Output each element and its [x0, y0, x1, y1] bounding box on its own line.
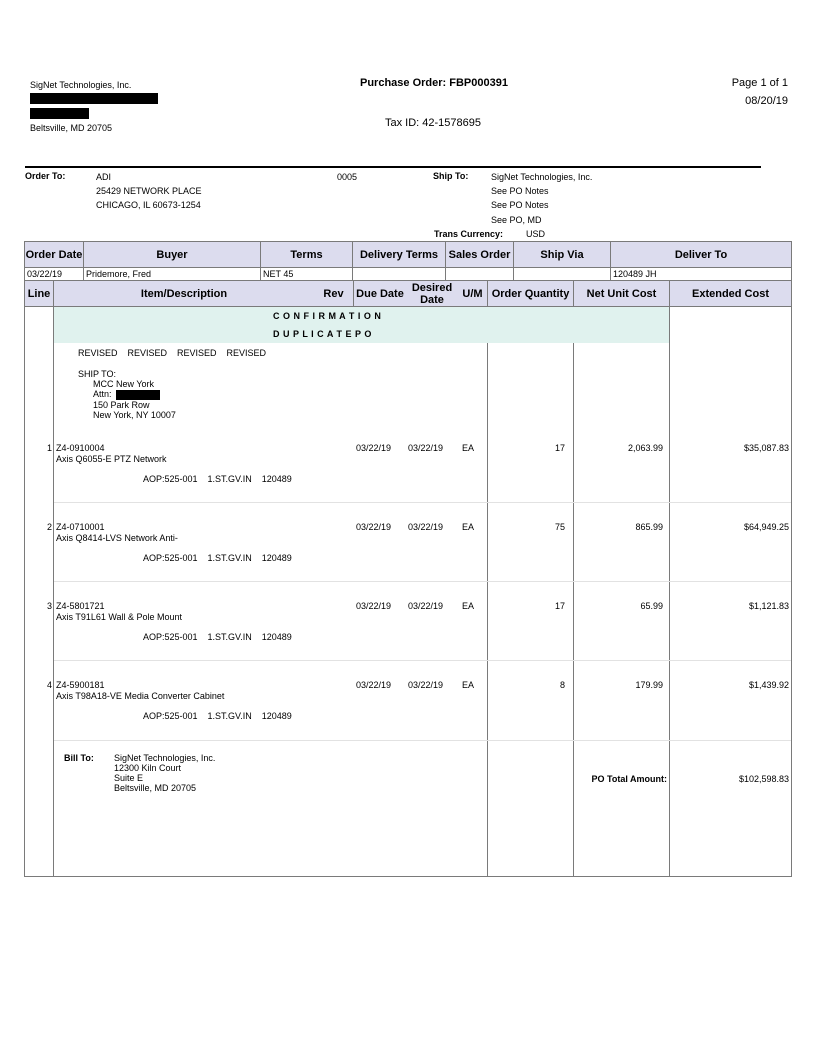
- ship-to-line: SigNet Technologies, Inc.: [491, 172, 593, 182]
- item-number: Z4-5801721: [56, 601, 105, 611]
- trans-currency-label: Trans Currency:: [434, 229, 504, 239]
- ship-to-line: See PO Notes: [491, 186, 549, 196]
- ship-to-line: See PO Notes: [491, 200, 549, 210]
- desired-date: 03/22/19: [408, 601, 444, 611]
- row-divider: [54, 581, 791, 582]
- unit-of-measure: EA: [462, 601, 475, 611]
- page-number: Page 1 of 1: [731, 77, 788, 89]
- row-divider: [54, 502, 791, 503]
- col-sales-order: Sales Order: [446, 242, 514, 267]
- redaction-bar: [30, 108, 89, 119]
- order-to-line: 25429 NETWORK PLACE: [96, 186, 202, 196]
- notes-ship-line: Attn:: [93, 389, 112, 399]
- col-ship-via: Ship Via: [514, 242, 611, 267]
- col-buyer: Buyer: [84, 242, 261, 267]
- terms-value: NET 45: [261, 268, 353, 280]
- net-unit-cost: 65.99: [640, 601, 663, 611]
- item-description: Axis T91L61 Wall & Pole Mount: [56, 612, 183, 622]
- vendor-code: 0005: [337, 172, 358, 182]
- bill-to-line: 12300 Kiln Court: [114, 763, 182, 773]
- due-date: 03/22/19: [356, 601, 392, 611]
- col-order-quantity: Order Quantity: [488, 281, 574, 306]
- trans-currency-value: USD: [526, 229, 546, 239]
- net-unit-cost: 2,063.99: [627, 443, 663, 453]
- column-rule: [573, 307, 574, 876]
- item-description: Axis Q8414-LVS Network Anti-: [56, 533, 178, 543]
- col-item-description: Item/Description: [54, 281, 314, 306]
- column-rule: [487, 307, 488, 876]
- col-order-date: Order Date: [25, 242, 84, 267]
- header-divider: [25, 166, 761, 168]
- col-um: U/M: [458, 281, 488, 306]
- company-city: Beltsville, MD 20705: [30, 123, 113, 133]
- line-items-table: [24, 281, 792, 877]
- extended-cost: $35,087.83: [743, 443, 789, 453]
- account-code: AOP:525-001 1.ST.GV.IN 120489: [143, 553, 292, 563]
- line-number: 1: [47, 443, 53, 453]
- ship-to-line: See PO, MD: [491, 215, 542, 225]
- item-description: Axis T98A18-VE Media Converter Cabinet: [56, 691, 225, 701]
- banner-duplicate-po: D U P L I C A T E P O: [273, 329, 372, 339]
- line-number: 3: [47, 601, 53, 611]
- account-code: AOP:525-001 1.ST.GV.IN 120489: [143, 632, 292, 642]
- item-number: Z4-5900181: [56, 680, 105, 690]
- col-line: Line: [25, 281, 54, 306]
- due-date: 03/22/19: [356, 443, 392, 453]
- bill-to-label: Bill To:: [64, 753, 94, 763]
- col-terms: Terms: [261, 242, 353, 267]
- item-number: Z4-0710001: [56, 522, 105, 532]
- delivery-terms-value: [353, 268, 446, 280]
- net-unit-cost: 865.99: [635, 522, 663, 532]
- col-extended-cost: Extended Cost: [670, 281, 791, 306]
- notes-ship-line: New York, NY 10007: [93, 410, 176, 420]
- col-rev: Rev: [314, 281, 354, 306]
- ship-via-value: [514, 268, 611, 280]
- order-quantity: 17: [554, 443, 565, 453]
- deliver-to-value: 120489 JH: [613, 269, 657, 279]
- due-date: 03/22/19: [356, 522, 392, 532]
- banner-confirmation: C O N F I R M A T I O N: [273, 311, 382, 321]
- col-delivery-terms: Delivery Terms: [353, 242, 446, 267]
- column-rule: [669, 307, 670, 876]
- unit-of-measure: EA: [462, 522, 475, 532]
- unit-of-measure: EA: [462, 680, 475, 690]
- order-quantity: 8: [559, 680, 565, 690]
- bill-to-line: SigNet Technologies, Inc.: [114, 753, 216, 763]
- order-to-label: Order To:: [25, 171, 66, 181]
- redaction-bar: [116, 390, 160, 400]
- extended-cost: $64,949.25: [743, 522, 789, 532]
- desired-date: 03/22/19: [408, 680, 444, 690]
- desired-date: 03/22/19: [408, 522, 444, 532]
- order-date-value: 03/22/19: [25, 268, 84, 280]
- item-description: Axis Q6055-E PTZ Network: [56, 454, 167, 464]
- company-name: SigNet Technologies, Inc.: [30, 80, 132, 90]
- notes-ship-label: SHIP TO:: [78, 369, 117, 379]
- extended-cost: $1,121.83: [748, 601, 789, 611]
- account-code: AOP:525-001 1.ST.GV.IN 120489: [143, 474, 292, 484]
- tax-id: Tax ID: 42-1578695: [385, 117, 482, 129]
- line-number: 4: [47, 680, 53, 690]
- desired-date: 03/22/19: [408, 443, 444, 453]
- notes-ship-line: MCC New York: [93, 379, 155, 389]
- order-to-line: CHICAGO, IL 60673-1254: [96, 200, 201, 210]
- order-to-line: ADI: [96, 172, 112, 182]
- row-divider: [54, 660, 791, 661]
- col-deliver-to: Deliver To: [611, 242, 791, 267]
- account-code: AOP:525-001 1.ST.GV.IN 120489: [143, 711, 292, 721]
- po-total-label: PO Total Amount:: [591, 774, 667, 784]
- column-rule: [53, 307, 54, 876]
- po-date: 08/20/19: [745, 95, 788, 107]
- bill-to-line: Suite E: [114, 773, 144, 783]
- item-number: Z4-0910004: [56, 443, 105, 453]
- col-net-unit-cost: Net Unit Cost: [574, 281, 670, 306]
- order-quantity: 75: [554, 522, 565, 532]
- due-date: 03/22/19: [356, 680, 392, 690]
- extended-cost: $1,439.92: [748, 680, 789, 690]
- col-desired-date: Desired Date: [406, 281, 458, 306]
- net-unit-cost: 179.99: [635, 680, 663, 690]
- sales-order-value: [446, 268, 514, 280]
- buyer-value: Pridemore, Fred: [84, 268, 261, 280]
- bill-to-line: Beltsville, MD 20705: [114, 783, 197, 793]
- ship-to-label: Ship To:: [433, 171, 469, 181]
- col-due-date: Due Date: [354, 281, 406, 306]
- line-number: 2: [47, 522, 53, 532]
- po-title: Purchase Order: FBP000391: [360, 77, 508, 89]
- notes-ship-line: 150 Park Row: [93, 400, 150, 410]
- row-divider: [54, 740, 791, 741]
- revised-note: REVISED REVISED REVISED REVISED: [78, 348, 267, 358]
- unit-of-measure: EA: [462, 443, 475, 453]
- order-header-table: [24, 241, 792, 281]
- redaction-bar: [30, 93, 158, 104]
- po-total-amount: $102,598.83: [738, 774, 789, 784]
- order-quantity: 17: [554, 601, 565, 611]
